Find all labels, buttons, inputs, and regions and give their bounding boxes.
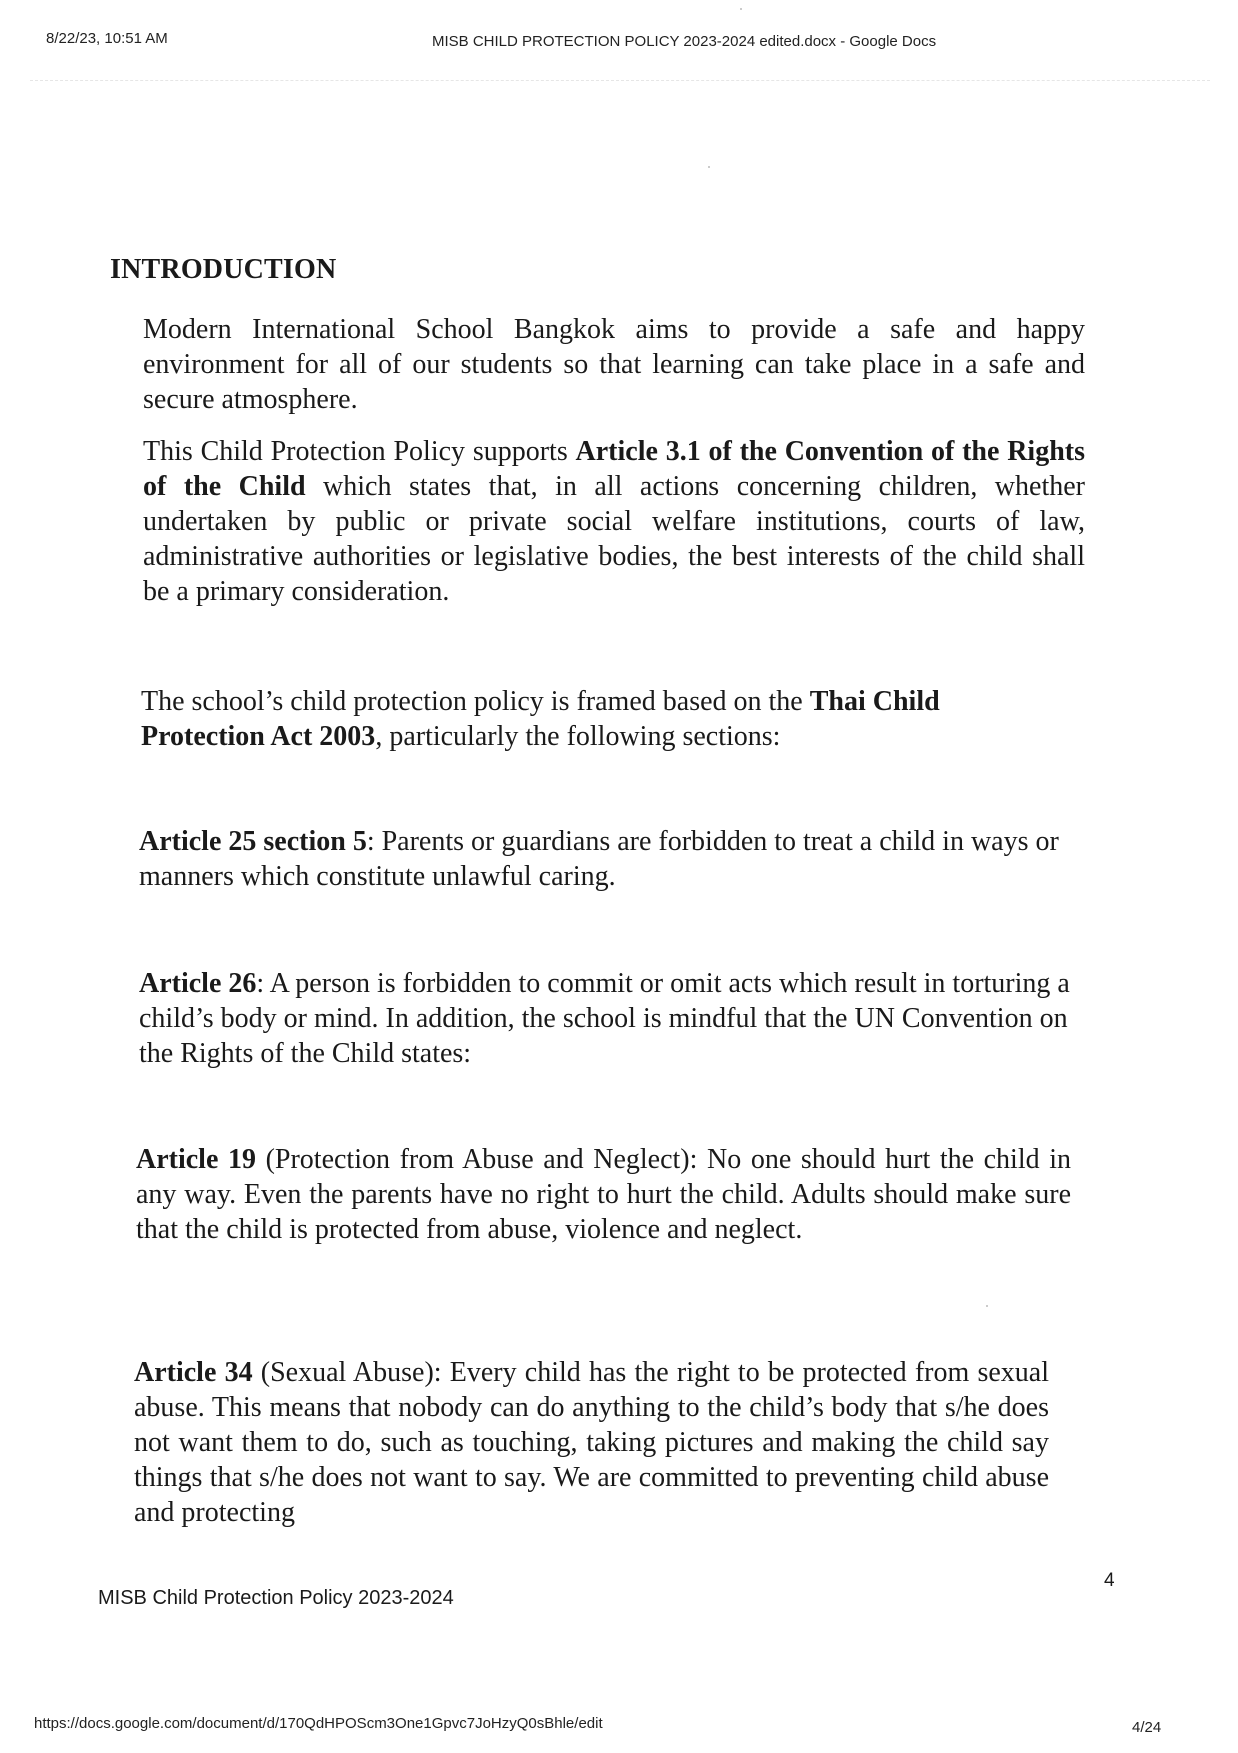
paragraph-rest: : A person is forbidden to commit or omit acts which result in torturing a child’s body or mind. In addition, the school is mindful that the UN Convention on the Rights of the Child states: bbox=[139, 968, 1070, 1069]
print-document-title: MISB CHILD PROTECTION POLICY 2023-2024 edited.docx - Google Docs bbox=[432, 33, 937, 50]
paragraph-convention bbox=[143, 434, 1085, 609]
paragraph-text: Modern International School Bangkok aims to provide a safe and happy environment for all of our students so that learning can take place in a safe and secure atmosphere. bbox=[143, 314, 1085, 415]
article-label: Article 25 section 5 bbox=[139, 826, 367, 857]
article-label: Article 34 bbox=[134, 1357, 253, 1388]
scan-speck bbox=[986, 1305, 988, 1307]
paragraph-article-34 bbox=[134, 1355, 1049, 1530]
paragraph-intro bbox=[143, 312, 1085, 417]
paragraph-bold-reference: Thai Child Protection Act 2003 bbox=[141, 686, 940, 752]
paragraph-article-26 bbox=[139, 966, 1077, 1071]
article-label: Article 26 bbox=[139, 968, 257, 999]
paragraph-article-19 bbox=[136, 1142, 1071, 1247]
page-number: 4 bbox=[1104, 1570, 1115, 1591]
print-url: https://docs.google.com/document/d/170QdHPOScm3One1Gpvc7JoHzyQ0sBhle/edit bbox=[34, 1715, 603, 1732]
scan-speck bbox=[740, 8, 742, 10]
print-header bbox=[0, 30, 1238, 54]
paragraph-rest: (Sexual Abuse): Every child has the right to be protected from sexual abuse. This means that nobody can do anything to the child’s body that s/he does not want them to do, such as touching, taking pictures and making the child say things that s/he does not want to say. We are committed to preventing child abuse and protecting bbox=[134, 1357, 1049, 1528]
paragraph-thai-act bbox=[141, 684, 1061, 754]
print-datetime: 8/22/23, 10:51 AM bbox=[46, 30, 168, 47]
scan-artifact-line bbox=[30, 80, 1210, 81]
paragraph-rest: : Parents or guardians are forbidden to treat a child in ways or manners which constitute unlawful caring. bbox=[139, 826, 1059, 892]
paragraph-rest: , particularly the following sections: bbox=[375, 721, 781, 752]
paragraph-lead: The school’s child protection policy is framed based on the bbox=[141, 686, 810, 717]
scan-speck bbox=[708, 166, 710, 168]
paragraph-rest: which states that, in all actions concerning children, whether undertaken by public or private social welfare institutions, courts of law, administrative authorities or legislative bodies, the best interests of the child shall be a primary consideration. bbox=[143, 471, 1085, 607]
article-label: Article 19 bbox=[136, 1144, 256, 1175]
print-page-count: 4/24 bbox=[1132, 1719, 1162, 1736]
paragraph-bold-reference: Article 3.1 of the Convention of the Rights of the Child bbox=[143, 436, 1085, 502]
paragraph-lead: This Child Protection Policy supports bbox=[143, 436, 576, 467]
paragraph-rest: (Protection from Abuse and Neglect): No one should hurt the child in any way. Even the parents have no right to hurt the child. Adults should make sure that the child is protected from abuse, violence and neglect. bbox=[136, 1144, 1071, 1245]
page-footer-title: MISB Child Protection Policy 2023-2024 bbox=[98, 1587, 454, 1609]
paragraph-article-25 bbox=[139, 824, 1059, 894]
section-heading: INTRODUCTION bbox=[110, 254, 337, 285]
